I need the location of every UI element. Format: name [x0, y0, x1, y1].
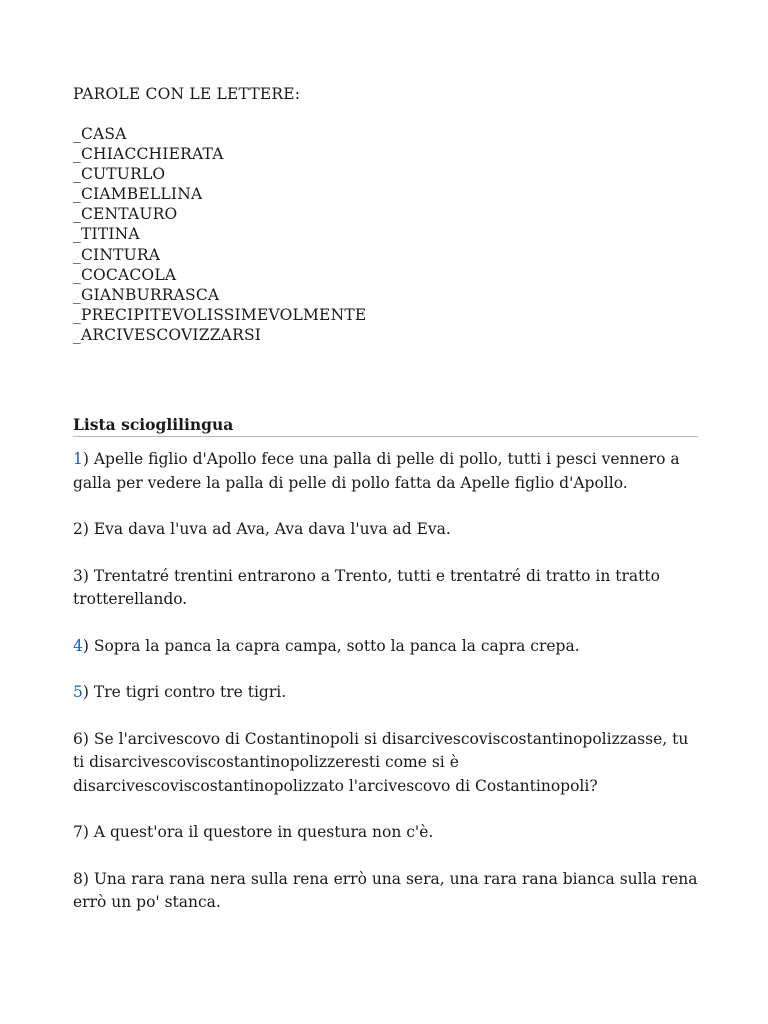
tongue-twister-text: ) Tre tigri contro tre tigri.: [82, 683, 287, 702]
word-item: _CENTAURO: [73, 205, 178, 224]
tongue-twister-item: [73, 448, 698, 495]
tongue-twister-number: 3: [73, 566, 83, 585]
tongue-twister-number-link[interactable]: 1: [73, 450, 83, 469]
tongue-twister-text: ) Apelle figlio d'Apollo fece una palla di pelle di pollo, tutti i pesci vennero a galla per vedere la palla di pelle di pollo fatta da Apelle figlio d'Apollo.: [73, 450, 680, 492]
word-item: _GIANBURRASCA: [73, 285, 220, 304]
tongue-twister-number-link[interactable]: 4: [73, 636, 83, 655]
word-item: _CUTURLO: [73, 165, 166, 184]
word-item: _CINTURA: [73, 245, 161, 264]
tongue-twister-item: [73, 635, 698, 659]
word-item: _CHIACCHIERATA: [73, 145, 224, 164]
tongue-twister-item: [73, 518, 698, 542]
word-list-header: PAROLE CON LE LETTERE:: [73, 85, 301, 103]
tongue-twister-text: ) Una rara rana nera sulla rena errò una sera, una rara rana bianca sulla rena errò un po' stanca.: [73, 869, 698, 912]
tongue-twister-item: [73, 868, 698, 915]
tongue-twister-text: ) Sopra la panca la capra campa, sotto la panca la capra crepa.: [82, 636, 580, 655]
word-item: _CASA: [73, 125, 127, 143]
word-item: _ARCIVESCOVIZZARSI: [73, 325, 262, 344]
tongue-twister-text: ) Trentatré trentini entrarono a Trento, tutti e trentatré di tratto in tratto trotterellando.: [73, 566, 660, 609]
word-item: _TITINA: [73, 225, 140, 244]
word-item: _PRECIPITEVOLISSIMEVOLMENTE: [73, 305, 367, 324]
tongue-twister-text: ) Se l'arcivescovo di Costantinopoli si disarcivescoviscostantinopolizzasse, tu ti disarcivescoviscostantinopolizzeresti come si è disarcivescoviscostantinopolizzato l'arcivescovo di Costantinopoli?: [73, 729, 689, 795]
word-list: [73, 124, 698, 345]
section-heading: Lista scioglilingua: [73, 415, 698, 437]
tongue-twister-number: 6: [73, 729, 83, 748]
tongue-twister-list: [73, 448, 698, 915]
tongue-twister-number-link[interactable]: 5: [73, 683, 83, 702]
tongue-twister-number: 2: [73, 520, 83, 539]
word-item: _COCACOLA: [73, 265, 177, 284]
tongue-twister-item: [73, 565, 698, 612]
tongue-twister-number: 8: [73, 869, 83, 888]
tongue-twister-number: 7: [73, 823, 83, 842]
tongue-twister-text: ) Eva dava l'uva ad Ava, Ava dava l'uva ad Eva.: [82, 520, 451, 539]
document-page: [73, 84, 698, 938]
tongue-twister-item: [73, 821, 698, 845]
tongue-twister-item: [73, 681, 698, 705]
word-item: _CIAMBELLINA: [73, 185, 203, 204]
tongue-twister-text: ) A quest'ora il questore in questura non c'è.: [82, 823, 434, 842]
tongue-twister-item: [73, 728, 698, 799]
